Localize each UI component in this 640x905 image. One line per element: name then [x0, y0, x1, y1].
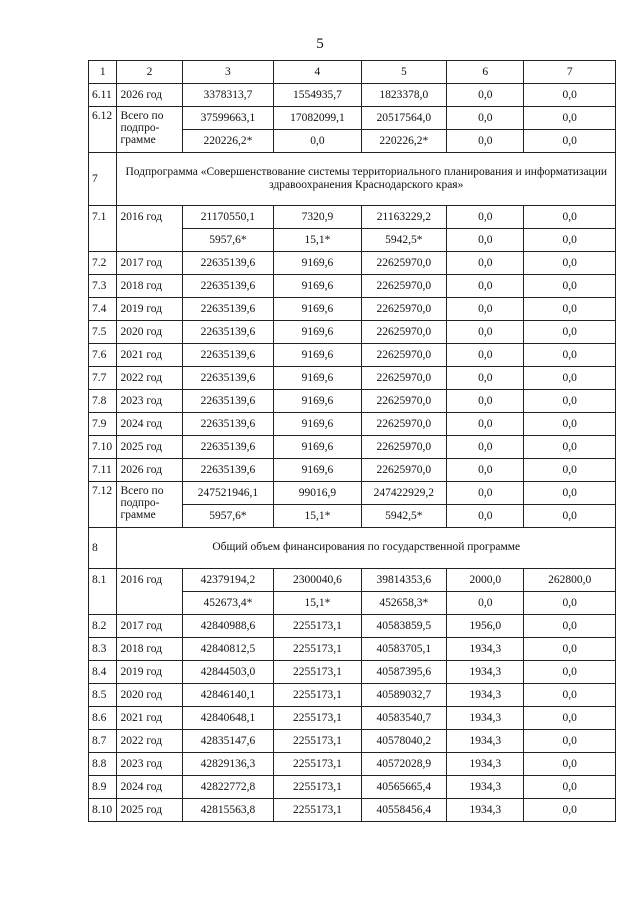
- cell-col5: 40558456,4: [361, 799, 446, 822]
- table-row: [89, 569, 616, 592]
- row-year: 2022 год: [117, 730, 182, 753]
- cell-col7: 0,0: [524, 505, 616, 528]
- cell-col7: 0,0: [524, 436, 616, 459]
- table-row: [89, 436, 616, 459]
- cell-col6: 1934,3: [447, 661, 524, 684]
- cell-col5: 40589032,7: [361, 684, 446, 707]
- cell-col4: 2255173,1: [274, 661, 361, 684]
- cell-col7: 0,0: [524, 107, 616, 130]
- cell-col4: 2255173,1: [274, 684, 361, 707]
- cell-col6: 1934,3: [447, 799, 524, 822]
- cell-col5: 20517564,0: [361, 107, 446, 130]
- row-year: Всего по подпро-грамме: [117, 107, 182, 153]
- cell-col5: 220226,2*: [361, 130, 446, 153]
- cell-col3: 5957,6*: [182, 505, 274, 528]
- cell-col3: 37599663,1: [182, 107, 274, 130]
- row-number: 8.6: [89, 707, 117, 730]
- row-year: 2019 год: [117, 298, 182, 321]
- row-number: 8.2: [89, 615, 117, 638]
- cell-col6: 0,0: [447, 321, 524, 344]
- header-cell: 7: [524, 61, 616, 84]
- row-number: 8.10: [89, 799, 117, 822]
- cell-col6: 0,0: [447, 229, 524, 252]
- cell-col7: 0,0: [524, 776, 616, 799]
- cell-col3: 247521946,1: [182, 482, 274, 505]
- cell-col6: 0,0: [447, 459, 524, 482]
- cell-col5: 40583540,7: [361, 707, 446, 730]
- header-cell: 6: [447, 61, 524, 84]
- cell-col5: 1823378,0: [361, 84, 446, 107]
- table-row: [89, 730, 616, 753]
- cell-col4: 2255173,1: [274, 799, 361, 822]
- table-row: [89, 344, 616, 367]
- table-row: [89, 753, 616, 776]
- cell-col7: 0,0: [524, 252, 616, 275]
- cell-col3: 42379194,2: [182, 569, 274, 592]
- cell-col3: 42846140,1: [182, 684, 274, 707]
- cell-col6: 0,0: [447, 592, 524, 615]
- row-number: 7.10: [89, 436, 117, 459]
- cell-col3: 22635139,6: [182, 436, 274, 459]
- header-cell: 1: [89, 61, 117, 84]
- row-number: 7.1: [89, 206, 117, 252]
- header-cell: 2: [117, 61, 182, 84]
- row-number: 8.9: [89, 776, 117, 799]
- cell-col4: 2255173,1: [274, 776, 361, 799]
- cell-col4: 15,1*: [274, 229, 361, 252]
- table-row: [89, 799, 616, 822]
- cell-col6: 0,0: [447, 298, 524, 321]
- row-number: 7.3: [89, 275, 117, 298]
- section-title: Общий объем финансирования по государственной программе: [117, 528, 616, 569]
- header-cell: 5: [361, 61, 446, 84]
- cell-col5: 22625970,0: [361, 321, 446, 344]
- cell-col6: 2000,0: [447, 569, 524, 592]
- cell-col3: 42829136,3: [182, 753, 274, 776]
- cell-col7: 0,0: [524, 390, 616, 413]
- row-number: 7.11: [89, 459, 117, 482]
- cell-col5: 22625970,0: [361, 275, 446, 298]
- cell-col5: 22625970,0: [361, 252, 446, 275]
- cell-col7: 0,0: [524, 799, 616, 822]
- cell-col4: 9169,6: [274, 298, 361, 321]
- row-year: 2020 год: [117, 684, 182, 707]
- row-year: 2016 год: [117, 206, 182, 252]
- row-year: 2017 год: [117, 615, 182, 638]
- cell-col6: 0,0: [447, 206, 524, 229]
- cell-col4: 2255173,1: [274, 707, 361, 730]
- cell-col4: 9169,6: [274, 321, 361, 344]
- row-year: 2026 год: [117, 84, 182, 107]
- cell-col3: 42844503,0: [182, 661, 274, 684]
- cell-col7: 0,0: [524, 367, 616, 390]
- row-year: 2020 год: [117, 321, 182, 344]
- cell-col7: 0,0: [524, 84, 616, 107]
- cell-col5: 22625970,0: [361, 413, 446, 436]
- section-title-row: [89, 528, 616, 569]
- header-cell: 4: [274, 61, 361, 84]
- cell-col7: 0,0: [524, 275, 616, 298]
- cell-col6: 0,0: [447, 482, 524, 505]
- row-year: Всего по подпро-грамме: [117, 482, 182, 528]
- cell-col5: 5942,5*: [361, 229, 446, 252]
- row-year: 2024 год: [117, 413, 182, 436]
- cell-col6: 0,0: [447, 130, 524, 153]
- cell-col4: 1554935,7: [274, 84, 361, 107]
- table-row: [89, 459, 616, 482]
- cell-col4: 9169,6: [274, 344, 361, 367]
- cell-col4: 2255173,1: [274, 753, 361, 776]
- table-row: [89, 206, 616, 229]
- cell-col3: 22635139,6: [182, 344, 274, 367]
- row-number: 7.12: [89, 482, 117, 528]
- table-row: [89, 661, 616, 684]
- row-number: 7.2: [89, 252, 117, 275]
- row-year: 2024 год: [117, 776, 182, 799]
- cell-col6: 0,0: [447, 107, 524, 130]
- cell-col7: 0,0: [524, 298, 616, 321]
- page-number: 5: [316, 36, 324, 52]
- cell-col3: 42840648,1: [182, 707, 274, 730]
- row-number: 7.9: [89, 413, 117, 436]
- table-row: [89, 413, 616, 436]
- cell-col7: 0,0: [524, 707, 616, 730]
- row-year: 2022 год: [117, 367, 182, 390]
- cell-col4: 9169,6: [274, 275, 361, 298]
- cell-col3: 42815563,8: [182, 799, 274, 822]
- cell-col7: 0,0: [524, 459, 616, 482]
- row-year: 2025 год: [117, 436, 182, 459]
- cell-col6: 0,0: [447, 436, 524, 459]
- cell-col5: 452658,3*: [361, 592, 446, 615]
- row-year: 2021 год: [117, 707, 182, 730]
- table-row: [89, 707, 616, 730]
- cell-col5: 247422929,2: [361, 482, 446, 505]
- cell-col3: 452673,4*: [182, 592, 274, 615]
- cell-col6: 0,0: [447, 84, 524, 107]
- cell-col7: 0,0: [524, 344, 616, 367]
- table-row: [89, 84, 616, 107]
- cell-col6: 0,0: [447, 275, 524, 298]
- cell-col4: 9169,6: [274, 390, 361, 413]
- table-row: [89, 367, 616, 390]
- row-number: 6.12: [89, 107, 117, 153]
- cell-col4: 99016,9: [274, 482, 361, 505]
- cell-col3: 42835147,6: [182, 730, 274, 753]
- cell-col3: 5957,6*: [182, 229, 274, 252]
- cell-col7: 0,0: [524, 130, 616, 153]
- row-number: 7.7: [89, 367, 117, 390]
- row-number: 6.11: [89, 84, 117, 107]
- cell-col5: 40565665,4: [361, 776, 446, 799]
- row-year: 2019 год: [117, 661, 182, 684]
- cell-col6: 0,0: [447, 413, 524, 436]
- cell-col3: 220226,2*: [182, 130, 274, 153]
- row-number: 7.6: [89, 344, 117, 367]
- row-year: 2023 год: [117, 390, 182, 413]
- cell-col4: 9169,6: [274, 367, 361, 390]
- row-year: 2021 год: [117, 344, 182, 367]
- section-title: Подпрограмма «Совершенствование системы территориального планирования и информатизации здравоохранения Краснодарского края»: [117, 153, 616, 206]
- cell-col6: 1934,3: [447, 730, 524, 753]
- cell-col4: 2300040,6: [274, 569, 361, 592]
- table-row: [89, 615, 616, 638]
- cell-col7: 0,0: [524, 229, 616, 252]
- cell-col5: 40578040,2: [361, 730, 446, 753]
- cell-col7: 0,0: [524, 661, 616, 684]
- cell-col3: 42840812,5: [182, 638, 274, 661]
- cell-col4: 15,1*: [274, 505, 361, 528]
- row-number: 8.7: [89, 730, 117, 753]
- cell-col7: 0,0: [524, 592, 616, 615]
- cell-col6: 0,0: [447, 390, 524, 413]
- cell-col5: 22625970,0: [361, 367, 446, 390]
- cell-col4: 2255173,1: [274, 615, 361, 638]
- cell-col5: 22625970,0: [361, 344, 446, 367]
- cell-col5: 40572028,9: [361, 753, 446, 776]
- cell-col7: 0,0: [524, 638, 616, 661]
- row-year: 2017 год: [117, 252, 182, 275]
- cell-col3: 22635139,6: [182, 459, 274, 482]
- cell-col3: 22635139,6: [182, 252, 274, 275]
- cell-col4: 7320,9: [274, 206, 361, 229]
- row-year: 2025 год: [117, 799, 182, 822]
- cell-col5: 5942,5*: [361, 505, 446, 528]
- cell-col6: 0,0: [447, 505, 524, 528]
- section-number: 7: [89, 153, 117, 206]
- cell-col7: 0,0: [524, 413, 616, 436]
- cell-col6: 0,0: [447, 252, 524, 275]
- row-number: 7.4: [89, 298, 117, 321]
- cell-col5: 40583859,5: [361, 615, 446, 638]
- table-row: [89, 107, 616, 130]
- cell-col4: 2255173,1: [274, 638, 361, 661]
- cell-col5: 22625970,0: [361, 459, 446, 482]
- cell-col6: 0,0: [447, 367, 524, 390]
- table-row: [89, 252, 616, 275]
- row-number: 8.8: [89, 753, 117, 776]
- cell-col5: 21163229,2: [361, 206, 446, 229]
- cell-col6: 1934,3: [447, 753, 524, 776]
- cell-col4: 9169,6: [274, 252, 361, 275]
- cell-col7: 0,0: [524, 684, 616, 707]
- cell-col7: 262800,0: [524, 569, 616, 592]
- row-year: 2023 год: [117, 753, 182, 776]
- cell-col3: 3378313,7: [182, 84, 274, 107]
- cell-col3: 22635139,6: [182, 390, 274, 413]
- table-header-row: [89, 61, 616, 84]
- cell-col4: 0,0: [274, 130, 361, 153]
- row-year: 2016 год: [117, 569, 182, 615]
- cell-col5: 40583705,1: [361, 638, 446, 661]
- cell-col7: 0,0: [524, 730, 616, 753]
- cell-col6: 1934,3: [447, 638, 524, 661]
- row-number: 7.8: [89, 390, 117, 413]
- table-row: [89, 638, 616, 661]
- row-year: 2018 год: [117, 275, 182, 298]
- cell-col3: 42840988,6: [182, 615, 274, 638]
- row-number: 8.1: [89, 569, 117, 615]
- header-cell: 3: [182, 61, 274, 84]
- cell-col7: 0,0: [524, 321, 616, 344]
- cell-col3: 22635139,6: [182, 298, 274, 321]
- cell-col5: 39814353,6: [361, 569, 446, 592]
- cell-col7: 0,0: [524, 206, 616, 229]
- table-row: [89, 298, 616, 321]
- table-row: [89, 684, 616, 707]
- cell-col7: 0,0: [524, 615, 616, 638]
- section-title-row: [89, 153, 616, 206]
- row-number: 8.5: [89, 684, 117, 707]
- cell-col4: 9169,6: [274, 413, 361, 436]
- cell-col4: 17082099,1: [274, 107, 361, 130]
- cell-col3: 42822772,8: [182, 776, 274, 799]
- table-row: [89, 390, 616, 413]
- table-row: [89, 776, 616, 799]
- cell-col6: 1934,3: [447, 707, 524, 730]
- cell-col7: 0,0: [524, 753, 616, 776]
- cell-col5: 22625970,0: [361, 436, 446, 459]
- cell-col4: 9169,6: [274, 436, 361, 459]
- cell-col5: 40587395,6: [361, 661, 446, 684]
- row-year: 2018 год: [117, 638, 182, 661]
- cell-col3: 21170550,1: [182, 206, 274, 229]
- table-row: [89, 321, 616, 344]
- row-number: 8.4: [89, 661, 117, 684]
- financing-table: [88, 60, 616, 822]
- cell-col4: 15,1*: [274, 592, 361, 615]
- cell-col6: 0,0: [447, 344, 524, 367]
- cell-col3: 22635139,6: [182, 413, 274, 436]
- row-number: 8.3: [89, 638, 117, 661]
- cell-col3: 22635139,6: [182, 321, 274, 344]
- cell-col6: 1934,3: [447, 684, 524, 707]
- cell-col4: 9169,6: [274, 459, 361, 482]
- cell-col5: 22625970,0: [361, 390, 446, 413]
- cell-col6: 1956,0: [447, 615, 524, 638]
- table-row: [89, 275, 616, 298]
- cell-col6: 1934,3: [447, 776, 524, 799]
- cell-col3: 22635139,6: [182, 275, 274, 298]
- row-number: 7.5: [89, 321, 117, 344]
- cell-col3: 22635139,6: [182, 367, 274, 390]
- cell-col4: 2255173,1: [274, 730, 361, 753]
- cell-col5: 22625970,0: [361, 298, 446, 321]
- row-year: 2026 год: [117, 459, 182, 482]
- cell-col7: 0,0: [524, 482, 616, 505]
- table-row: [89, 482, 616, 505]
- section-number: 8: [89, 528, 117, 569]
